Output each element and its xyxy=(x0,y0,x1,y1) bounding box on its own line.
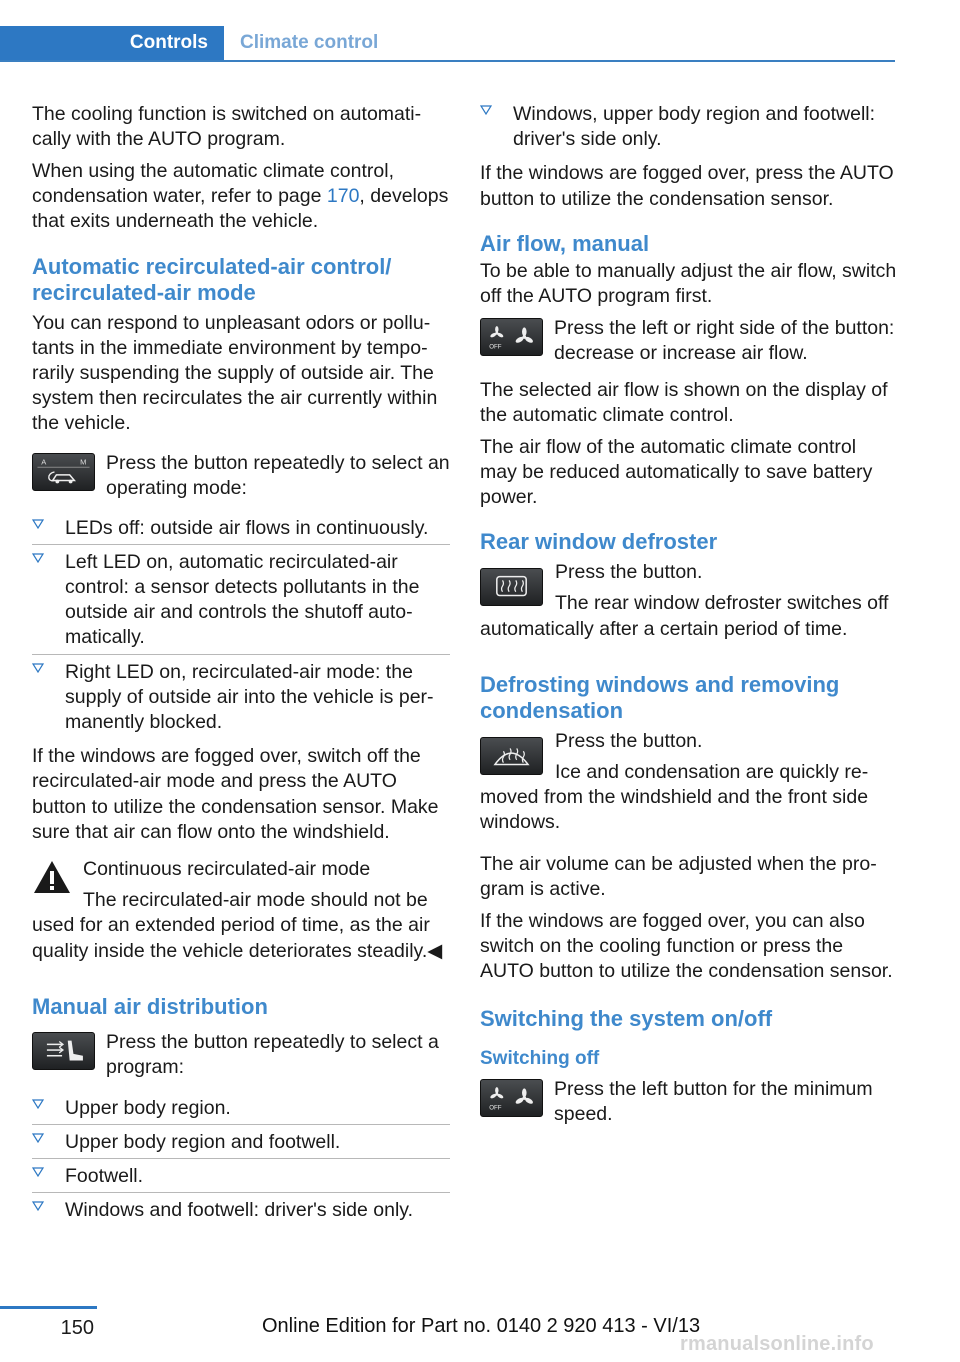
rear-defroster-line2: The rear window defroster switches off automatically after a certain period of time. xyxy=(480,592,889,640)
subheading-switching-off: Switching off xyxy=(480,1048,600,1070)
heading-switching-system: Switching the system on/off xyxy=(480,1006,773,1032)
rear-defroster-button-icon xyxy=(480,568,543,606)
heading-defrosting-windows: Defrosting windows and removing condensation xyxy=(480,671,840,723)
bullet-triangle-icon xyxy=(32,553,44,563)
list-item-text: Windows, upper body region and footwell: driver's side only. xyxy=(513,103,876,151)
windshield-defrost-block xyxy=(480,729,898,836)
paragraph: If the windows are fogged over, press the AUTO button to utilize the condensation sensor. xyxy=(480,162,894,210)
list-item-text: Footwell. xyxy=(65,1165,144,1188)
page-link-170[interactable]: 170 xyxy=(326,185,360,208)
paragraph: To be able to manually adjust the air flow, switch off the AUTO program first. xyxy=(480,259,897,308)
paragraph: The air flow of the automatic climate control may be reduced automatically to save battery power. xyxy=(480,435,873,509)
bullet-triangle-icon xyxy=(32,1201,44,1211)
paragraph: You can respond to unpleasant odors or pollutants in the immediate environment by temporarily suspending the supply of outside air. The system then recirculates the air currently within the vehicle. xyxy=(32,311,438,435)
air-distribution-button-text: Press the button repeatedly to select a program: xyxy=(106,1030,439,1078)
bullet-triangle-icon xyxy=(32,1099,44,1109)
bullet-triangle-icon xyxy=(32,1167,44,1177)
watermark: rmanualsonline.info xyxy=(680,1333,874,1355)
recirculation-button-icon xyxy=(32,453,95,491)
recirculation-button-text: Press the button repeatedly to select an operating mode: xyxy=(106,451,450,499)
right-column xyxy=(480,102,898,1135)
heading-manual-air-distribution: Manual air distribution xyxy=(32,993,268,1019)
rear-defroster-line1: Press the button. xyxy=(555,561,703,584)
air-distribution-button-block xyxy=(32,1030,450,1082)
edition-footer: Online Edition for Part no. 0140 2 920 413 - VI/13 xyxy=(262,1315,701,1337)
recirc-mode-list xyxy=(32,516,450,739)
list-item xyxy=(32,654,450,739)
recirc-led-left-label: A xyxy=(41,456,47,466)
air-distribution-list-continued xyxy=(480,102,898,155)
rear-defroster-block xyxy=(480,560,898,642)
list-item-text: Left LED on, automatic recirculated-air control: a sensor detects pollutants in the outside air and controls the shutoff automatically. xyxy=(65,550,420,649)
windshield-defrost-line2: Ice and condensation are quickly removed from the windshield and the front side windows. xyxy=(480,761,869,834)
air-distribution-button-icon xyxy=(32,1032,95,1070)
left-column xyxy=(32,102,450,1233)
heading-air-flow-manual: Air flow, manual xyxy=(480,230,650,256)
recirculation-button-block xyxy=(32,451,450,503)
recirc-led-right-label: M xyxy=(80,456,87,466)
fan-speed-button-icon xyxy=(480,1079,543,1117)
paragraph: If the windows are fogged over, you can also switch on the cooling function or press the AUTO button to utilize the condensation sensor. xyxy=(480,909,893,982)
list-item-text: Right LED on, recirculated-air mode: the supply of outside air into the vehicle is permanently blocked. xyxy=(65,660,434,733)
list-item xyxy=(32,544,450,654)
fan-button-off-label: OFF xyxy=(489,1104,502,1112)
list-item xyxy=(32,1158,450,1192)
chapter-header xyxy=(0,26,895,62)
windshield-defrost-button-icon xyxy=(480,737,543,775)
paragraph: The selected air flow is shown on the display of the automatic climate control. xyxy=(480,378,888,426)
bullet-triangle-icon xyxy=(32,663,44,673)
air-distribution-list xyxy=(32,1096,450,1227)
bullet-triangle-icon xyxy=(32,519,44,529)
warning-triangle-icon xyxy=(32,859,72,895)
fan-button-off-label: OFF xyxy=(489,343,502,351)
paragraph xyxy=(32,159,450,235)
fan-speed-button-icon xyxy=(480,318,543,356)
list-item xyxy=(32,1096,450,1124)
heading-recirculated-air: Automatic recirculated-air control/ recirculated-air mode xyxy=(32,253,392,305)
list-item xyxy=(32,1192,450,1226)
text: When using the automatic climate control, condensation water, refer to page xyxy=(32,159,395,208)
paragraph: The cooling function is switched on automatically with the AUTO program. xyxy=(32,103,422,151)
bullet-triangle-icon xyxy=(32,1133,44,1143)
page-number: 150 xyxy=(0,1306,97,1340)
paragraph: If the windows are fogged over, switch off the recirculated-air mode and press the AUTO button to utilize the condensation sensor. Make sure that air can flow onto the windshield. xyxy=(32,745,439,843)
windshield-defrost-line1: Press the button. xyxy=(555,729,703,752)
fan-speed-button-block xyxy=(480,316,898,368)
text: , develops that exits underneath the vehicle. xyxy=(32,185,449,233)
list-item-text: Upper body region and footwell. xyxy=(65,1130,341,1153)
list-item xyxy=(32,1124,450,1158)
list-item-text: Upper body region. xyxy=(65,1096,231,1119)
paragraph: The air volume can be adjusted when the program is active. xyxy=(480,852,877,900)
list-item xyxy=(32,516,450,544)
bullet-triangle-icon xyxy=(480,105,492,115)
fan-speed-button-text: Press the left or right side of the button: decrease or increase air flow. xyxy=(554,316,895,364)
switch-off-button-block xyxy=(480,1077,898,1129)
warning-title: Continuous recirculated-air mode xyxy=(83,857,371,880)
tab-climate-control[interactable]: Climate control xyxy=(240,32,379,53)
list-item-text: LEDs off: outside air flows in continuously. xyxy=(65,516,429,539)
list-item-text: Windows and footwell: driver's side only. xyxy=(65,1199,414,1222)
list-item xyxy=(480,102,898,155)
heading-rear-window-defroster: Rear window defroster xyxy=(480,529,718,555)
switch-off-button-text: Press the left button for the minimum speed. xyxy=(554,1078,873,1126)
warning-block xyxy=(32,857,450,964)
warning-body: The recirculated-air mode should not be used for an extended period of time, as the air quality inside the vehicle deteriorates steadily.◀ xyxy=(32,889,443,962)
tab-controls[interactable]: Controls xyxy=(0,26,224,60)
